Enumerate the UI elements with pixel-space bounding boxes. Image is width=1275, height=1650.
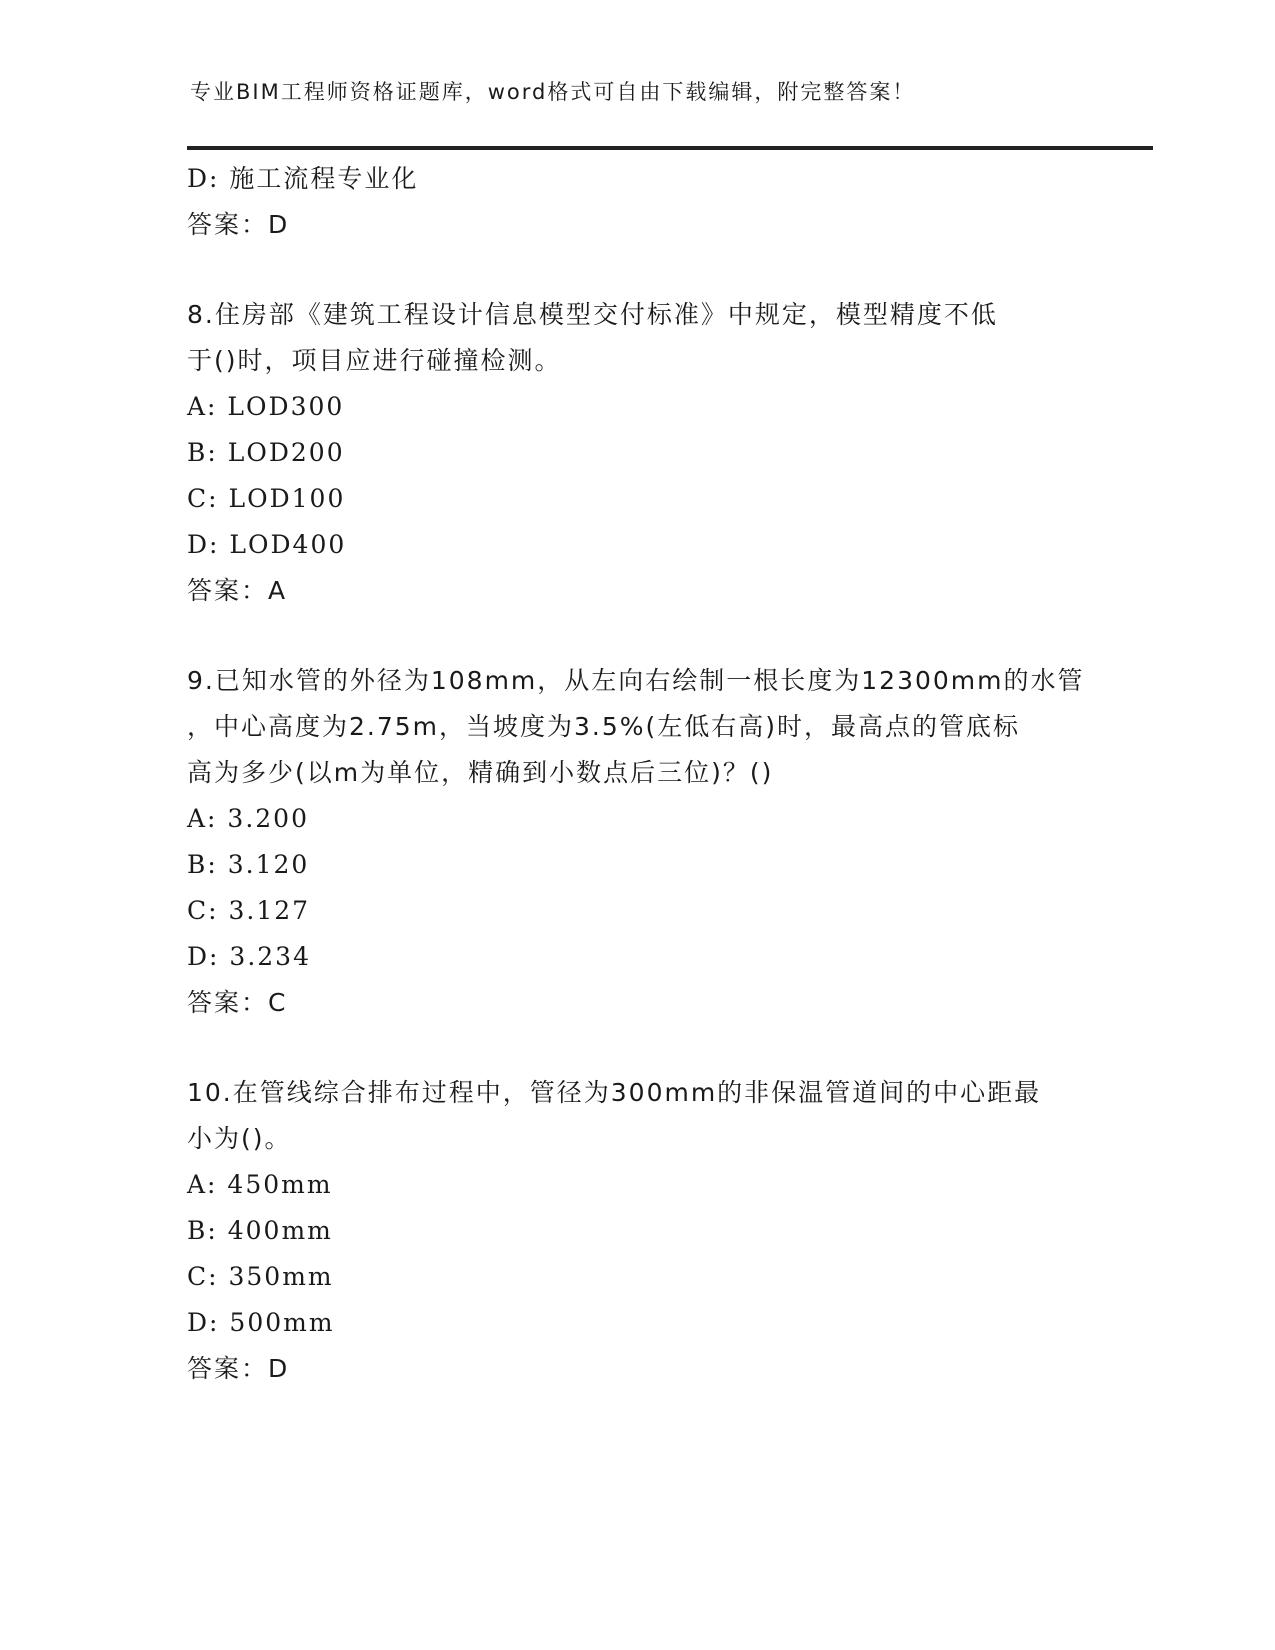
option-d: D: LOD400	[187, 530, 347, 559]
question-text-line: 8.住房部《建筑工程设计信息模型交付标准》中规定，模型精度不低	[187, 300, 998, 329]
question-text-line: ，中心高度为2.75m，当坡度为3.5%(左低右高)时，最高点的管底标	[187, 712, 1021, 741]
option-a: A: 3.200	[187, 804, 309, 833]
question-10	[187, 1070, 1087, 1392]
question-text-line: 小为()。	[187, 1124, 292, 1153]
option-b: B: 3.120	[187, 850, 310, 879]
question-text-line: 于()时，项目应进行碰撞检测。	[187, 346, 562, 375]
answer: 答案：A	[187, 576, 288, 605]
question-content	[187, 156, 1087, 1392]
option-d: D: 3.234	[187, 942, 311, 971]
header-divider	[187, 146, 1153, 150]
question-8	[187, 292, 1087, 614]
question-text-line: 10.在管线综合排布过程中，管径为300mm的非保温管道间的中心距最	[187, 1078, 1042, 1107]
option-b: B: 400mm	[187, 1216, 333, 1245]
option-c: C: LOD100	[187, 484, 346, 513]
option-a: A: LOD300	[187, 392, 345, 421]
option-d: D: 500mm	[187, 1308, 335, 1337]
spacer	[187, 1026, 1087, 1070]
option-c: C: 350mm	[187, 1262, 334, 1291]
question-text-line: 9.已知水管的外径为108mm，从左向右绘制一根长度为12300mm的水管	[187, 666, 1085, 695]
option-a: A: 450mm	[187, 1170, 333, 1199]
option-c: C: 3.127	[187, 896, 311, 925]
option-d-carryover: D: 施工流程专业化	[187, 164, 419, 193]
page-header: 专业BIM工程师资格证题库，word格式可自由下载编辑，附完整答案！	[190, 80, 916, 104]
spacer	[187, 248, 1087, 292]
answer: 答案：D	[187, 1354, 290, 1383]
question-9	[187, 658, 1087, 1026]
answer-carryover: 答案：D	[187, 210, 290, 239]
answer: 答案：C	[187, 988, 288, 1017]
option-b: B: LOD200	[187, 438, 345, 467]
spacer	[187, 614, 1087, 658]
question-text-line: 高为多少(以m为单位，精确到小数点后三位)？()	[187, 758, 774, 787]
